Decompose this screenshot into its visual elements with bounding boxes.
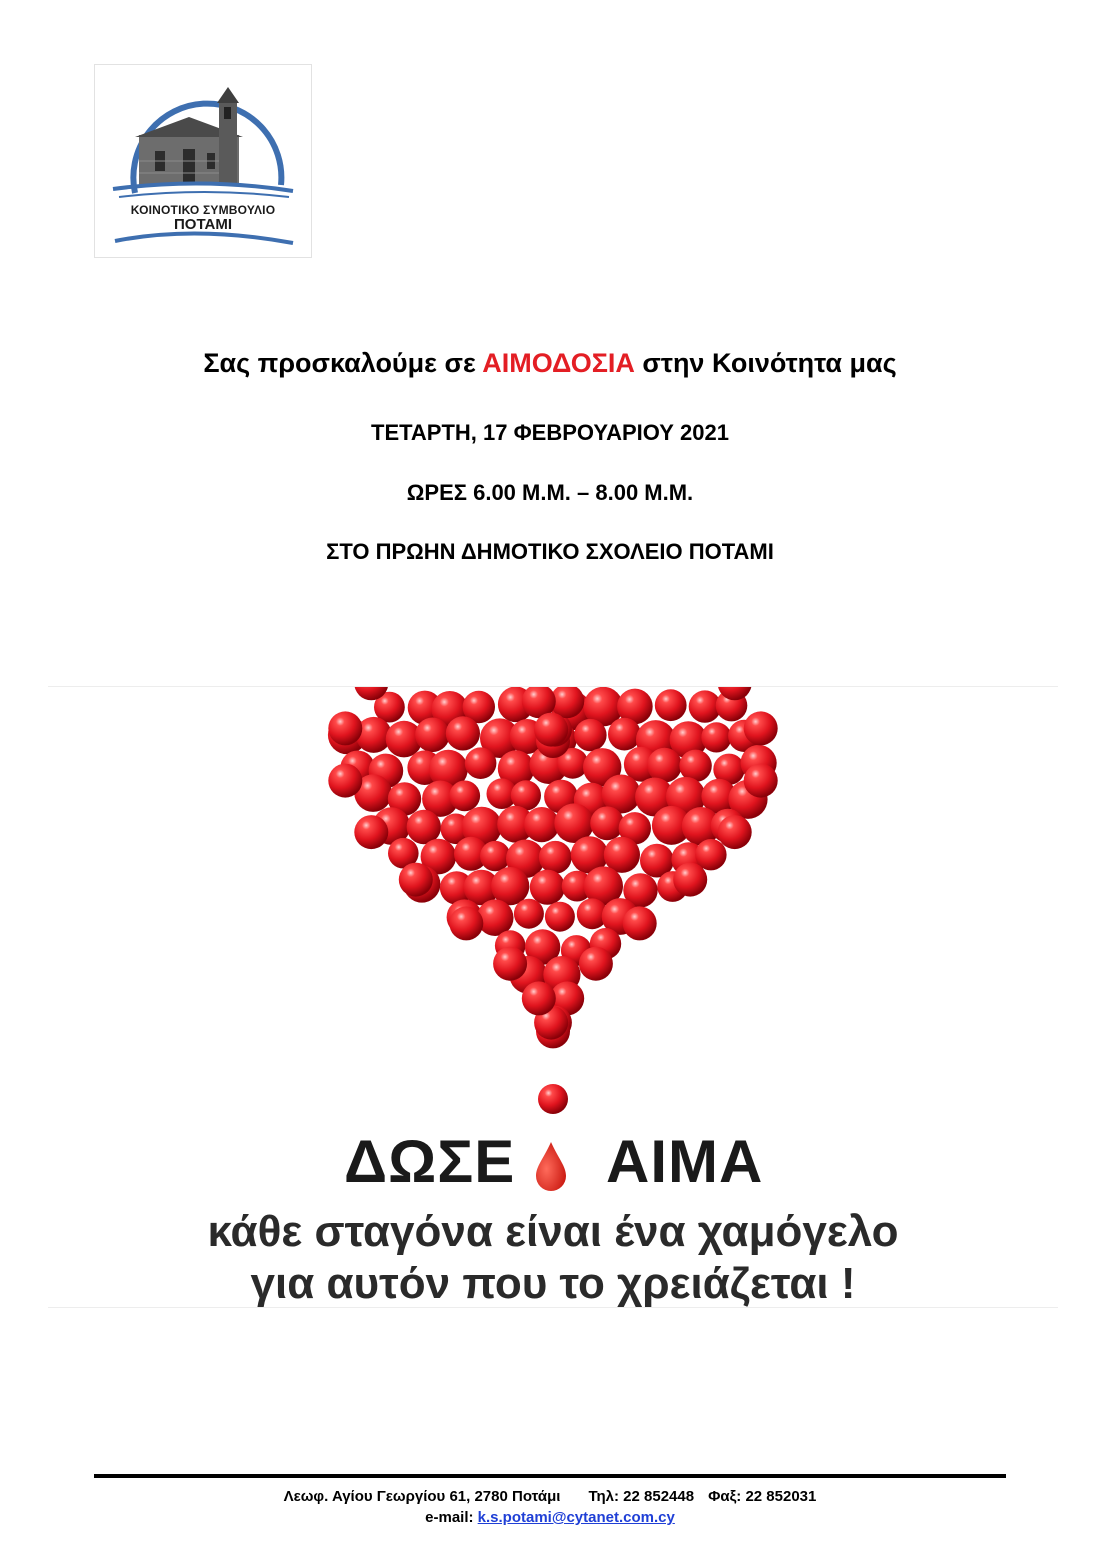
slogan-line-1: κάθε σταγόνα είναι ένα χαμόγελο xyxy=(207,1207,899,1256)
event-date: ΤΕΤΑΡΤΗ, 17 ΦΕΒΡΟΥΑΡΙΟΥ 2021 xyxy=(371,420,729,445)
heart-drop-sphere xyxy=(647,748,682,783)
event-hours: ΩΡΕΣ 6.00 Μ.Μ. – 8.00 Μ.Μ. xyxy=(406,480,694,505)
footer-address: Λεωφ. Αγίου Γεωργίου 61, 2780 Ποτάμι xyxy=(283,1488,561,1505)
heart-drop-sphere xyxy=(718,815,752,849)
logo-title: ΚΟΙΝΟΤΙΚΟ ΣΥΜΒΟΥΛΙΟ xyxy=(130,203,276,217)
heart-drop-sphere xyxy=(545,902,575,932)
heart-drop-sphere xyxy=(328,711,362,745)
heart-drop-sphere xyxy=(673,863,707,897)
heart-drop-sphere xyxy=(701,722,731,752)
footer-fax: Φαξ: 22 852031 xyxy=(708,1488,817,1505)
heart-drop-sphere xyxy=(449,781,480,812)
heart-drop-sphere xyxy=(449,906,483,940)
heart-drop-sphere xyxy=(354,815,388,849)
heart-drop-sphere xyxy=(480,841,510,871)
headline-after: στην Κοινότητα μας xyxy=(634,348,897,378)
footer-phone: Τηλ: 22 852448 xyxy=(588,1488,695,1505)
footer-email-label: e-mail: xyxy=(425,1509,478,1526)
heart-drop-sphere xyxy=(522,981,556,1015)
blood-word: ΑΙΜΑ xyxy=(606,1128,764,1195)
heart-drop-sphere xyxy=(465,747,497,779)
slogan-line-2: για αυτόν που το χρειάζεται ! xyxy=(250,1259,856,1308)
heart-drop-sphere xyxy=(579,947,613,981)
heart-drop-sphere xyxy=(530,870,565,905)
heart-drop-sphere xyxy=(655,689,687,721)
heart-drop-sphere xyxy=(491,867,529,905)
heart-of-drops-icon xyxy=(48,687,1058,1127)
heart-drop-sphere xyxy=(493,947,527,981)
logo-village-name: ΠΟΤΑΜΙ xyxy=(173,216,233,233)
heart-drop-sphere xyxy=(415,718,450,753)
blood-donation-poster xyxy=(48,686,1058,1308)
footer-divider xyxy=(94,1474,1006,1478)
heart-drop-sphere xyxy=(574,719,606,751)
heart-drop-sphere xyxy=(744,764,778,798)
headline-accent: ΑΙΜΟΔΟΣΙΑ xyxy=(482,348,635,378)
headline-before: Σας προσκαλούμε σε xyxy=(203,348,483,378)
event-venue: ΣΤΟ ΠΡΩΗΝ ΔΗΜΟΤΙΚΟ ΣΧΟΛΕΙΟ ΠΟΤΑΜΙ xyxy=(326,539,774,564)
heart-drop-sphere xyxy=(608,718,641,751)
heart-drop-sphere xyxy=(328,764,362,798)
heart-drop-sphere xyxy=(446,716,480,750)
heart-drop-sphere xyxy=(539,841,572,874)
heart-drop-sphere xyxy=(623,906,657,940)
invitation-headline xyxy=(0,348,1100,379)
footer-contact xyxy=(0,1488,1100,1505)
heart-drop-sphere xyxy=(514,899,544,929)
heart-drop-sphere xyxy=(524,807,559,842)
blood-drop-icon xyxy=(534,1140,568,1192)
heart-drop-sphere xyxy=(538,1084,568,1114)
heart-drop-sphere xyxy=(590,806,624,840)
heart-drop-sphere xyxy=(534,713,568,747)
council-logo xyxy=(94,64,312,258)
email-link[interactable]: k.s.potami@cytanet.com.cy xyxy=(477,1509,675,1526)
footer-email-line xyxy=(0,1509,1100,1526)
give-word: ΔΩΣΕ xyxy=(344,1128,516,1195)
heart-drop-sphere xyxy=(399,863,433,897)
heart-drop-sphere xyxy=(744,711,778,745)
